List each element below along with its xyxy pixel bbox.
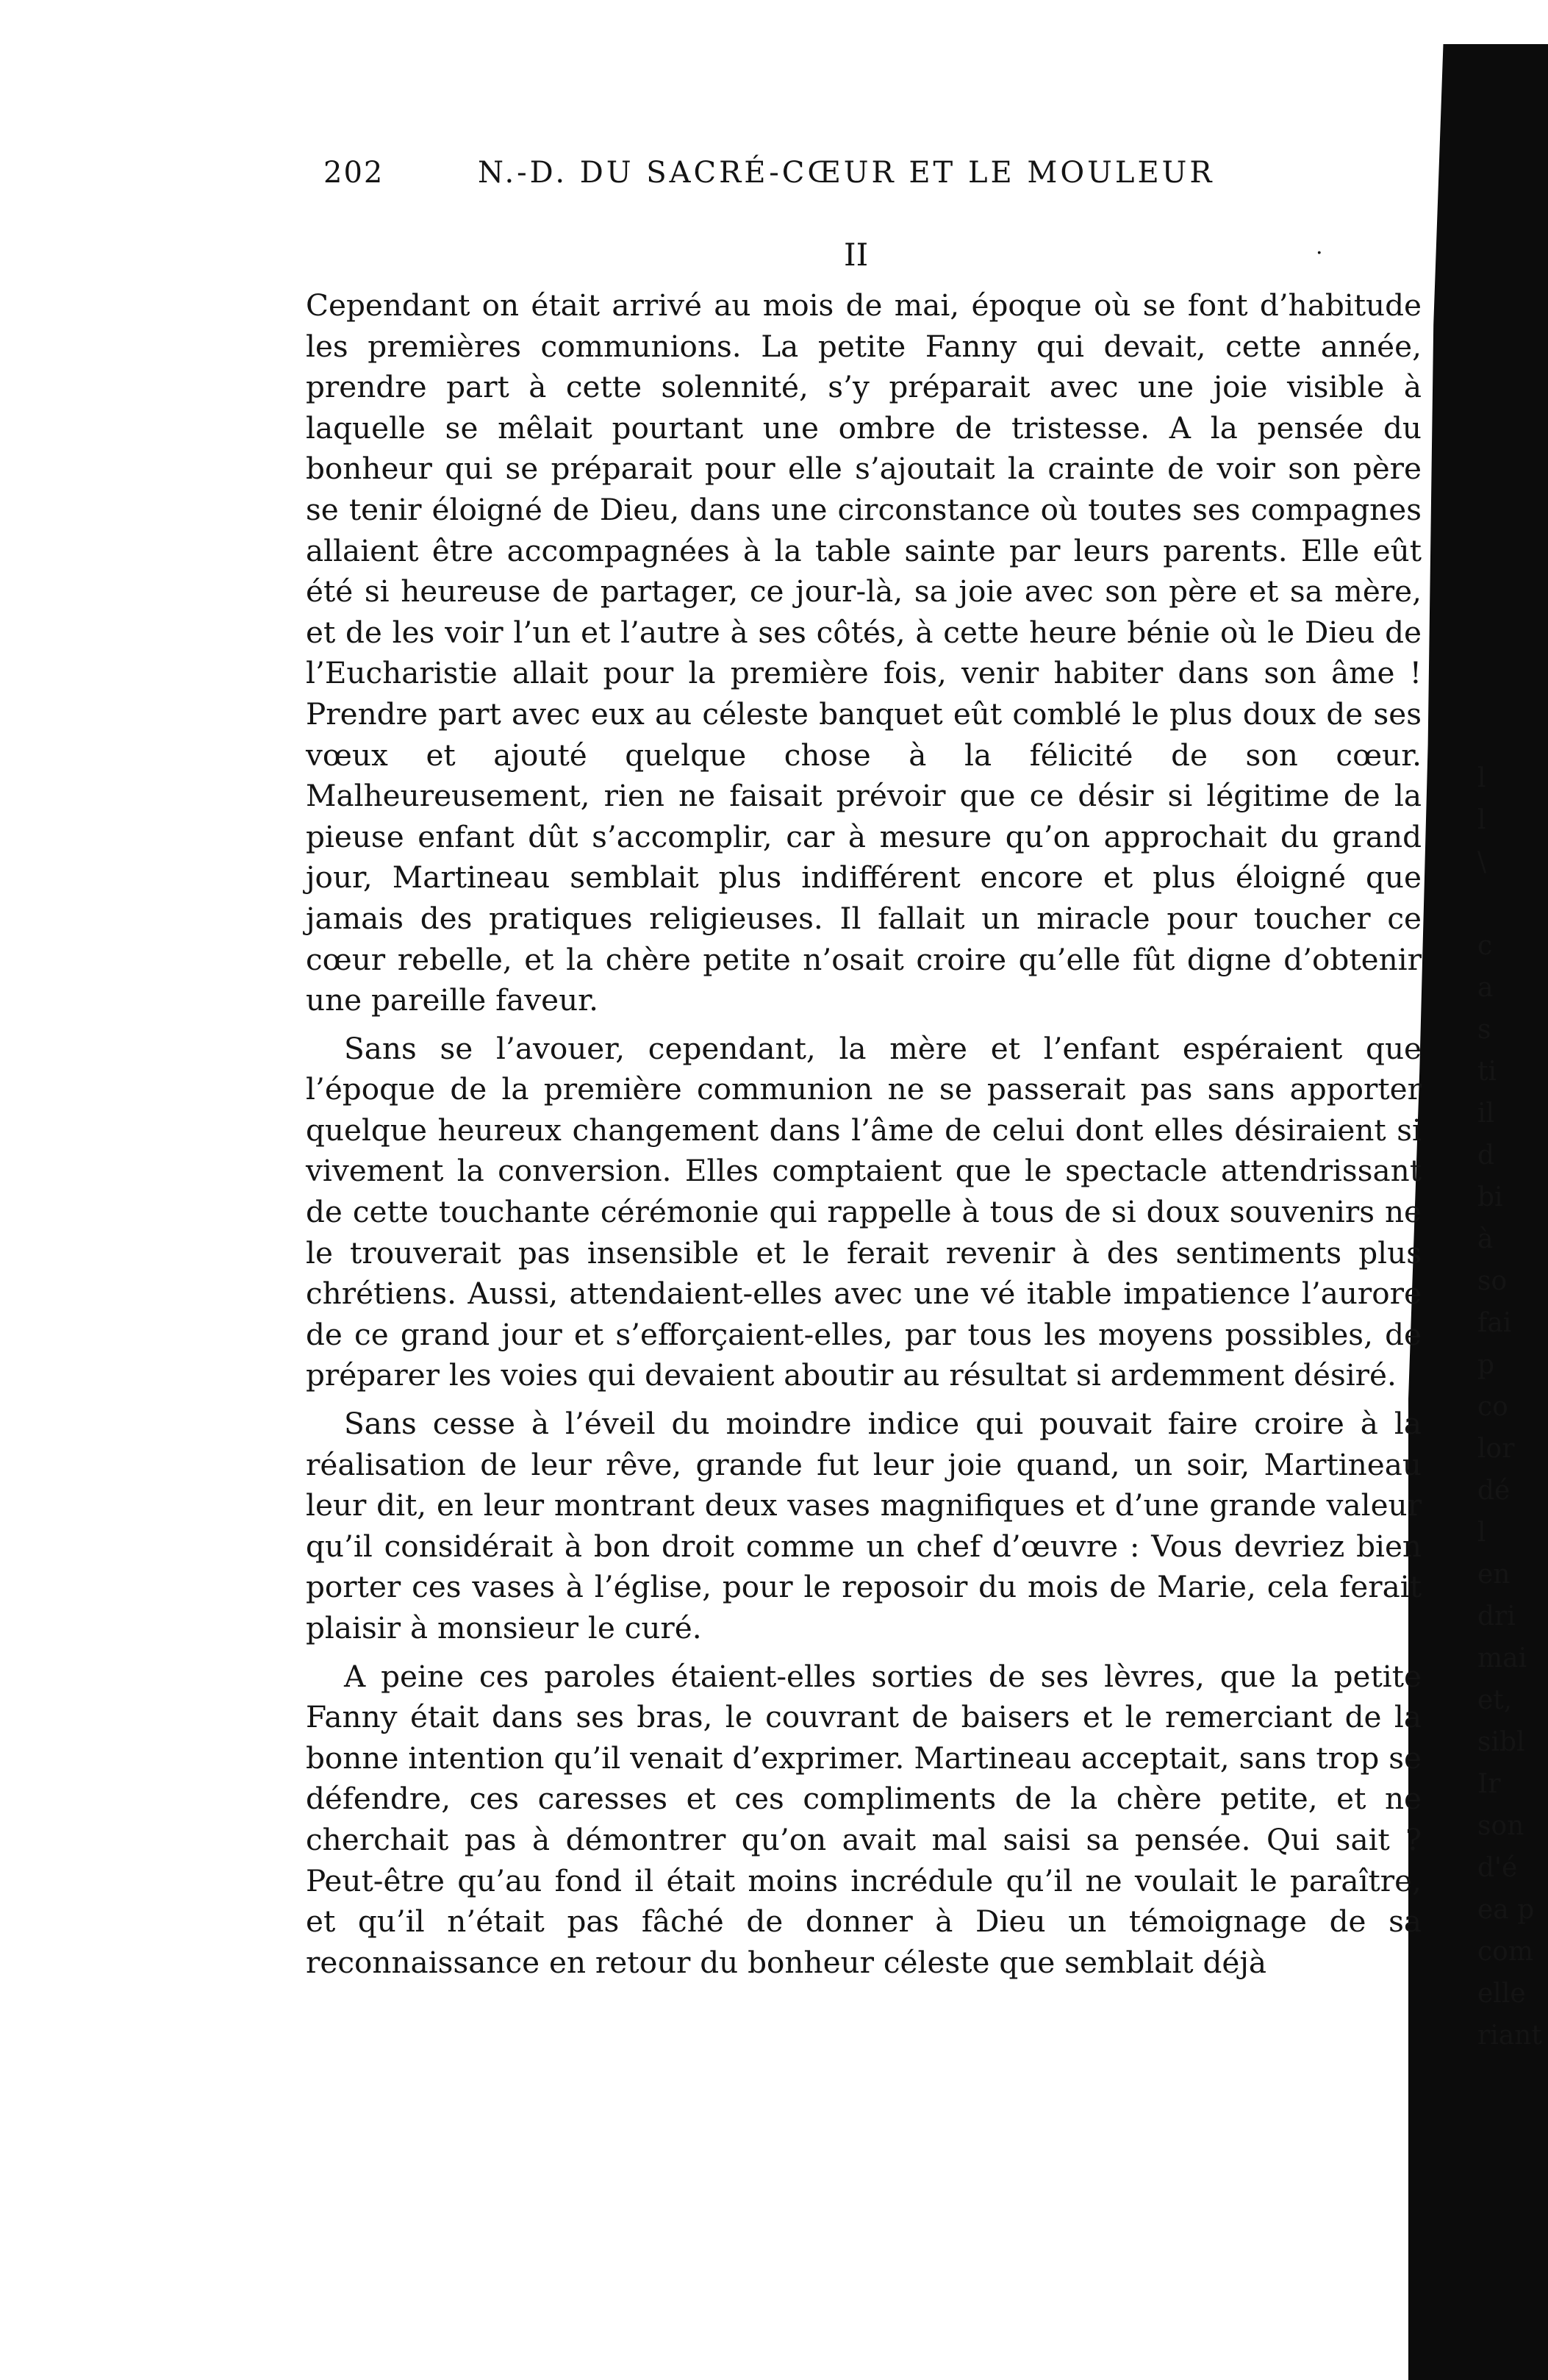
facing-page-fragment: com xyxy=(1477,1937,1533,1967)
facing-page-fragment: s xyxy=(1477,1015,1491,1045)
facing-page-fragment: a xyxy=(1477,973,1494,1003)
page-number: 202 xyxy=(323,156,384,190)
facing-page-fragment: p xyxy=(1477,1350,1495,1380)
paragraph: Cependant on était arrivé au mois de mai, époque où se font d’habitude les premières communions. La petite Fanny qui devait, cette année, prendre part à cette solennité, s’y préparait avec une joie visible à laquelle se mêlait pourtant une ombre de tristesse. A la pensée du bonheur qui se préparait pour elle s’ajoutait la crainte de voir son père se tenir éloigné de Dieu, dans une circonstance où toutes ses compagnes allaient être accompagnées à la table sainte par leurs parents. Elle eût été si heureuse de partager, ce jour-là, sa joie avec son père et sa mère, et de les voir l’un et l’autre à ses côtés, à cette heure bénie où le Dieu de l’Eucharistie allait pour la première fois, venir habiter dans son âme ! Prendre part avec eux au céleste banquet eût comblé le plus doux de ses vœux et ajouté quelque chose à la félicité de son cœur. Malheureusement, rien ne faisait prévoir que ce désir si légitime de la pieuse enfant dût s’accomplir, car à mesure qu’on approchait du grand jour, Martineau semblait plus indifférent encore et plus éloigné que jamais des pratiques religieuses. Il fallait un miracle pour toucher ce cœur rebelle, et la chère petite n’osait croire qu’elle fût digne d’obtenir une pareille faveur. xyxy=(306,287,1422,1018)
facing-page-fragment: l xyxy=(1477,805,1486,835)
running-head xyxy=(323,156,1426,200)
facing-page-fragment: son xyxy=(1477,1811,1524,1841)
stray-mark: . xyxy=(1316,234,1323,260)
facing-page-fragment: d xyxy=(1477,1140,1495,1171)
facing-page-fragment: d'é xyxy=(1477,1853,1518,1883)
paragraph: A peine ces paroles étaient-elles sorties de ses lèvres, que la petite Fanny était dans ses bras, le couvrant de baisers et le remerciant de la bonne intention qu’il venait d’exprimer. Martineau acceptait, sans trop se défendre, ces caresses et ces compliments de la chère petite, et ne cherchait pas à démontrer qu’on avait mal saisi sa pensée. Qui sait ? Peut-être qu’au fond il était moins incrédule qu’il ne voulait le paraître, et qu’il n’était pas fâché de donner à Dieu un témoignage de sa reconnaissance en retour du bonheur céleste que semblait déjà xyxy=(306,1658,1422,1980)
facing-page-fragment: l xyxy=(1477,763,1486,793)
facing-page-fragment: sibl xyxy=(1477,1727,1525,1757)
facing-page-fragment: à xyxy=(1477,1224,1494,1254)
facing-page-fragment: Ir xyxy=(1477,1769,1501,1799)
facing-page-fragment: en xyxy=(1477,1559,1511,1590)
facing-page-fragment: mai xyxy=(1477,1643,1527,1673)
facing-page-fragment: dri xyxy=(1477,1601,1516,1632)
facing-page-fragment: riant xyxy=(1477,2020,1542,2051)
body-text xyxy=(306,285,1422,1983)
running-title: N.-D. DU SACRÉ-CŒUR ET LE MOULEUR xyxy=(478,156,1215,190)
facing-page-fragment: lor xyxy=(1477,1434,1515,1464)
facing-page-fragment: co xyxy=(1477,1392,1508,1422)
facing-page-fragment: et, xyxy=(1477,1685,1513,1715)
facing-page-fragment: ti xyxy=(1477,1057,1497,1087)
facing-page-fragment: \ xyxy=(1477,847,1487,877)
paragraph: Sans cesse à l’éveil du moindre indice qui pouvait faire croire à la réalisation de leur rêve, grande fut leur joie quand, un soir, Martineau leur dit, en leur montrant deux vases magnifiques et d’une grande valeur qu’il considérait à bon droit comme un chef d’œuvre : Vous devriez bien porter ces vases à l’église, pour le reposoir du mois de Marie, cela ferait plaisir à monsieur le curé. xyxy=(306,1406,1422,1645)
facing-page-fragment: ea p xyxy=(1477,1895,1535,1925)
facing-page-fragment: l xyxy=(1477,1518,1486,1548)
facing-page-fragment: c xyxy=(1477,931,1493,961)
facing-page-fragments xyxy=(1477,757,1544,2056)
facing-page-fragment: dé xyxy=(1477,1476,1511,1506)
facing-page-fragment: fai xyxy=(1477,1308,1512,1338)
section-numeral: II xyxy=(844,237,869,273)
facing-page-fragment xyxy=(1477,883,1544,925)
facing-page-fragment: so xyxy=(1477,1266,1508,1296)
paragraph: Sans se l’avouer, cependant, la mère et l’enfant espéraient que l’époque de la première communion ne se passerait pas sans apporter quelque heureux changement dans l’âme de celui dont elles désiraient si vivement la conversion. Elles comptaient que le spectacle attendrissant de cette touchante cérémonie qui rappelle à tous de si doux souvenirs ne le trouverait pas insensible et le ferait revenir à des sentiments plus chrétiens. Aussi, attendaient-elles avec une vé itable impatience l’aurore de ce grand jour et s’efforçaient-elles, par tous les moyens possibles, de préparer les voies qui devaient aboutir au résultat si ardemment désiré. xyxy=(306,1030,1422,1393)
facing-page-fragment: bi xyxy=(1477,1182,1503,1212)
facing-page-fragment: elle xyxy=(1477,1979,1526,2009)
facing-page-fragment: il xyxy=(1477,1098,1495,1129)
